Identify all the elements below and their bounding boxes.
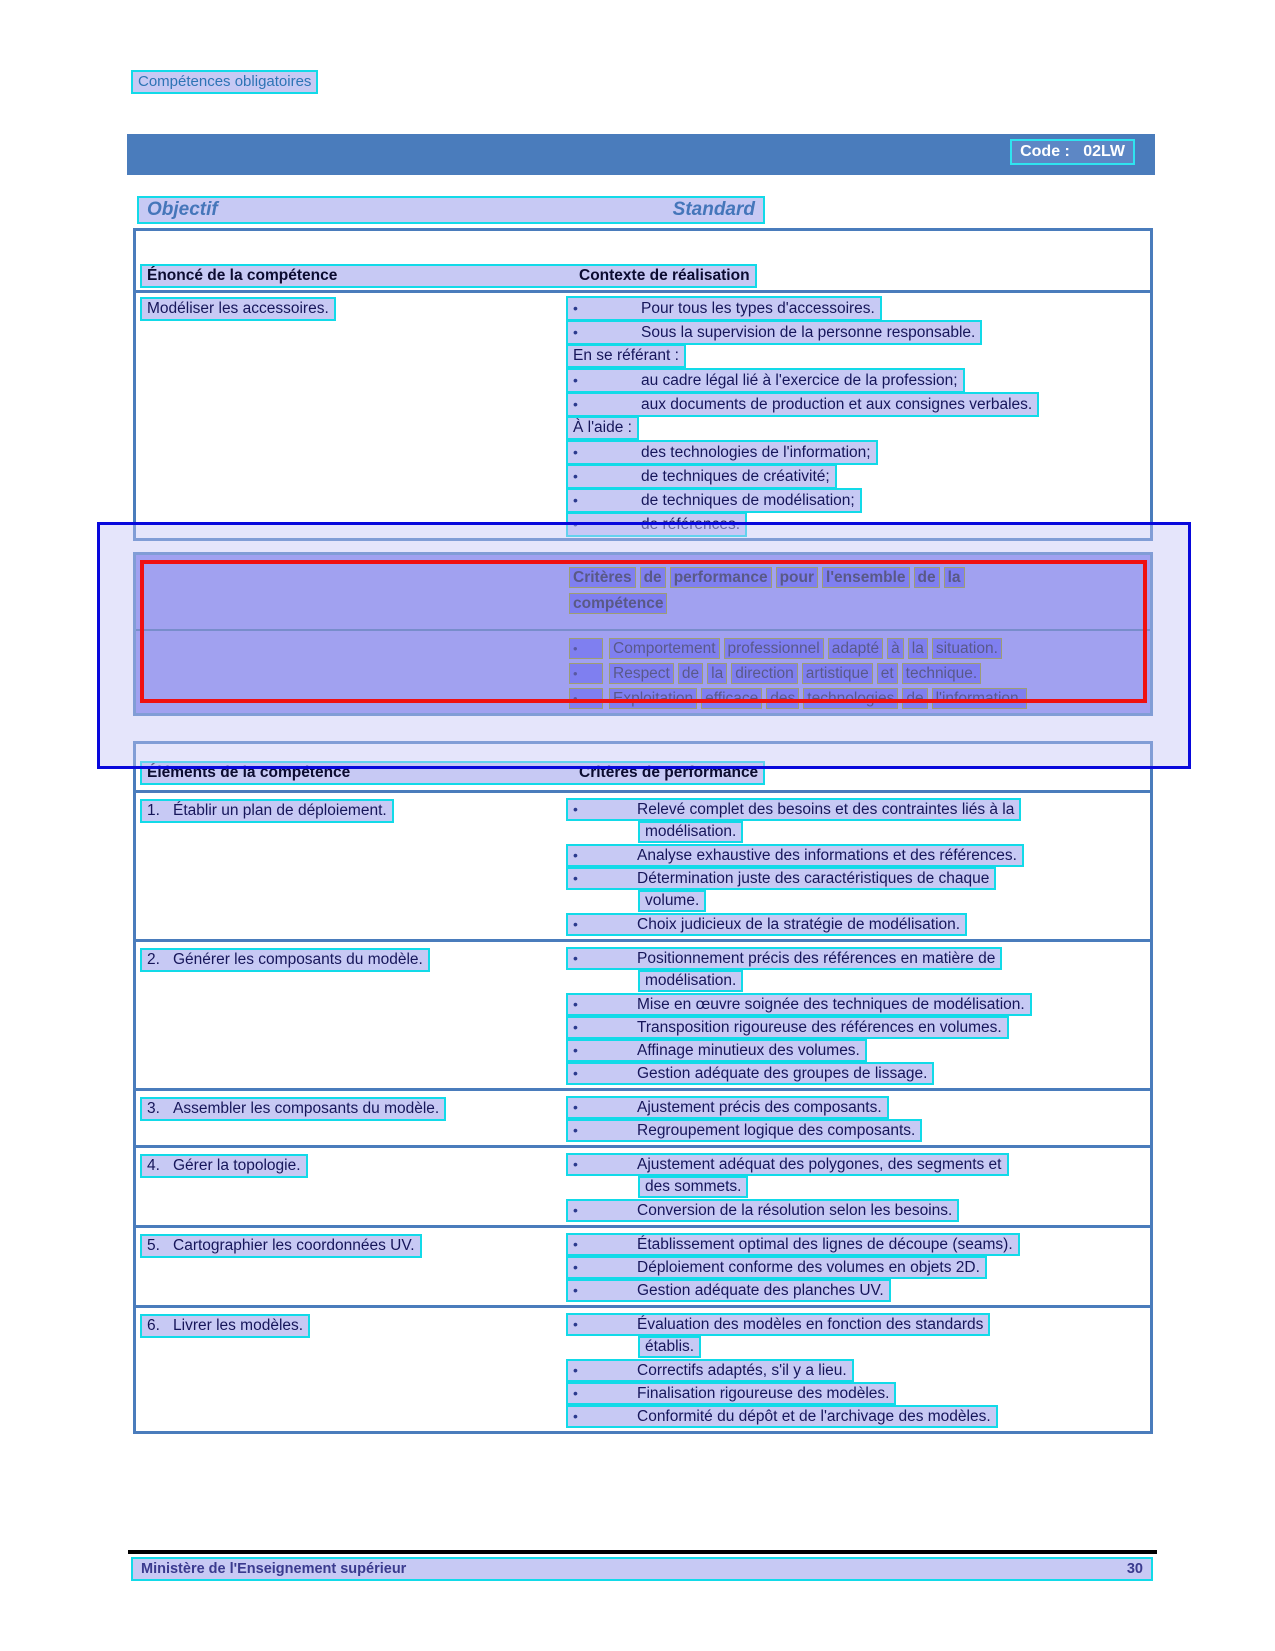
- word-highlight: technologies: [803, 688, 898, 709]
- bullet-line-highlight: [566, 1096, 889, 1119]
- code-badge: Code : 02LW: [1010, 139, 1135, 165]
- bullet-line-highlight: [566, 1382, 896, 1405]
- line-text: Correctifs adaptés, s'il y a lieu.: [637, 1362, 847, 1379]
- word-highlight: efficace: [701, 688, 762, 709]
- element-title: Générer les composants du modèle.: [173, 951, 423, 968]
- bullet-icon: •: [573, 1385, 578, 1401]
- bullet-icon: •: [573, 1259, 578, 1275]
- bullet-icon: •: [573, 516, 578, 532]
- bullet-icon: •: [573, 1316, 578, 1332]
- word-highlight: la: [908, 638, 928, 659]
- standard-label: Standard: [672, 199, 755, 220]
- line-text: volume.: [645, 892, 700, 909]
- bullet-line-highlight: [566, 1233, 1020, 1256]
- element-title-highlight: [140, 799, 394, 823]
- line-text: Finalisation rigoureuse des modèles.: [637, 1385, 890, 1402]
- line-text: Mise en œuvre soignée des techniques de modélisation.: [637, 996, 1025, 1013]
- line-text: de techniques de créativité;: [641, 468, 830, 485]
- text-line: [566, 1119, 1150, 1142]
- text-line: [566, 1233, 1150, 1256]
- bullet-line-highlight: [566, 798, 1021, 821]
- bullet-icon: •: [573, 1042, 578, 1058]
- bullet-icon: •: [573, 300, 578, 316]
- bullet-line-highlight: [566, 1062, 934, 1085]
- bullet-line-highlight: [566, 1039, 867, 1062]
- line-text: Établissement optimal des lignes de découpe (seams).: [637, 1236, 1013, 1253]
- text-line: [638, 1336, 1150, 1359]
- bullet-icon: •: [573, 1362, 578, 1378]
- text-line: [638, 1176, 1150, 1199]
- bullet-line-highlight: [566, 1119, 922, 1142]
- word-highlight: la: [944, 567, 965, 588]
- element-number: 2.: [147, 951, 160, 968]
- criteria-cell: [566, 1096, 1150, 1142]
- text-line: [566, 296, 1150, 320]
- line-text: Sous la supervision de la personne responsable.: [641, 324, 976, 341]
- text-line: [566, 1405, 1150, 1428]
- line-text: Transposition rigoureuse des références en volumes.: [637, 1019, 1002, 1036]
- line-highlight: [638, 1176, 748, 1198]
- table-row: [136, 1145, 1150, 1225]
- text-line: [566, 1096, 1150, 1119]
- text-line: [566, 392, 1150, 416]
- text-line: [566, 867, 1150, 890]
- line-text: modélisation.: [645, 823, 737, 840]
- competence-title: Modéliser les accessoires.: [140, 297, 336, 321]
- line-text: Gestion adéquate des groupes de lissage.: [637, 1065, 928, 1082]
- element-title-highlight: [140, 1314, 310, 1338]
- element-number: 1.: [147, 802, 160, 819]
- line-text: de techniques de modélisation;: [641, 492, 855, 509]
- line-text: Ajustement précis des composants.: [637, 1099, 882, 1116]
- text-line: [566, 1062, 1150, 1085]
- criteria-cell: [566, 947, 1150, 1085]
- word-highlight: Comportement: [609, 638, 720, 659]
- element-title-highlight: [140, 1154, 308, 1178]
- element-cell: [136, 947, 566, 1085]
- word-highlight: des: [766, 688, 799, 709]
- line-text: des sommets.: [645, 1178, 742, 1195]
- footer-ministry: Ministère de l'Enseignement supérieur: [141, 1561, 407, 1577]
- element-cell: [136, 798, 566, 936]
- text-line: [566, 1153, 1150, 1176]
- bullet-icon: •: [573, 396, 578, 412]
- word-highlight: Exploitation: [609, 688, 697, 709]
- bullet-icon: •: [573, 916, 578, 932]
- bullet-icon: •: [573, 950, 578, 966]
- header-criteres: Critères de performance: [579, 764, 759, 781]
- bullet-line-highlight: [566, 1359, 854, 1382]
- element-cell: [136, 1233, 566, 1302]
- bullet-line-highlight: [566, 844, 1024, 867]
- text-line: [566, 1199, 1150, 1222]
- bullet-icon: •: [573, 996, 578, 1012]
- word-highlight: à: [887, 638, 904, 659]
- table-row: [136, 939, 1150, 1088]
- table3-rows: [136, 793, 1150, 1431]
- bullet-icon: •: [573, 372, 578, 388]
- element-title-highlight: [140, 948, 430, 972]
- bullet-line-highlight: [566, 488, 862, 513]
- text-line: [566, 844, 1150, 867]
- word-highlight: artistique: [802, 663, 873, 684]
- table1-header-box: [140, 264, 757, 288]
- table1-body: [136, 293, 1150, 536]
- word-highlight: de: [640, 567, 666, 588]
- header-contexte: Contexte de réalisation: [579, 267, 750, 284]
- element-title-highlight: [140, 1097, 446, 1121]
- text-line: [638, 890, 1150, 913]
- line-text: au cadre légal lié à l'exercice de la profession;: [641, 372, 958, 389]
- text-line: [566, 488, 1150, 512]
- bullet-icon: •: [573, 1065, 578, 1081]
- element-cell: [136, 1153, 566, 1222]
- bullet-icon: •: [573, 801, 578, 817]
- bullet-line-highlight: [566, 464, 837, 489]
- element-number: 4.: [147, 1157, 160, 1174]
- line-highlight: [566, 416, 639, 440]
- bullet-line-highlight: [566, 440, 878, 465]
- element-number: 3.: [147, 1100, 160, 1117]
- line-highlight: [638, 821, 743, 843]
- line-highlight: [638, 970, 743, 992]
- criteria-cell: [566, 1233, 1150, 1302]
- bullet-line-highlight: [566, 867, 996, 890]
- criteria-cell: [566, 1153, 1150, 1222]
- line-text: établis.: [645, 1338, 695, 1355]
- bullet-icon: •: [573, 847, 578, 863]
- bullet-line-highlight: [566, 913, 967, 936]
- word-highlight: et: [877, 663, 898, 684]
- text-line: [566, 440, 1150, 464]
- text-line: [566, 1039, 1150, 1062]
- text-line: [566, 1359, 1150, 1382]
- element-cell: [136, 1096, 566, 1142]
- word-highlight: la: [707, 663, 727, 684]
- line-text: Évaluation des modèles en fonction des standards: [637, 1316, 984, 1333]
- title-banner: [127, 134, 1155, 175]
- line-text: Ajustement adéquat des polygones, des segments et: [637, 1156, 1002, 1173]
- text-line: [566, 1382, 1150, 1405]
- bullet-line-highlight: [566, 296, 882, 321]
- table1-right-cell: [566, 296, 1150, 536]
- bullet-line-highlight: [566, 368, 965, 393]
- red-annotation-box: [140, 560, 1147, 703]
- word-highlight: situation.: [932, 638, 1002, 659]
- word-highlight: Critères: [569, 567, 636, 588]
- line-highlight: [566, 344, 686, 368]
- bullet-line-highlight: [566, 320, 982, 345]
- word-highlight: Respect: [609, 663, 674, 684]
- text-line: [566, 320, 1150, 344]
- word-highlight: professionnel: [724, 638, 824, 659]
- element-number: 5.: [147, 1237, 160, 1254]
- text-line: [566, 798, 1150, 821]
- bullet-line-highlight: [566, 1313, 990, 1336]
- text-line: [566, 913, 1150, 936]
- line-text: Positionnement précis des références en matière de: [637, 950, 996, 967]
- table1-header: [136, 231, 1150, 293]
- bullet-line-highlight: [566, 947, 1002, 970]
- bullet-icon: •: [573, 1019, 578, 1035]
- element-number: 6.: [147, 1317, 160, 1334]
- line-text: Analyse exhaustive des informations et des références.: [637, 847, 1017, 864]
- line-text: Déploiement conforme des volumes en objets 2D.: [637, 1259, 980, 1276]
- text-line: [638, 970, 1150, 993]
- footer-page-number: 30: [1126, 1561, 1143, 1577]
- bullet-line-highlight: [566, 392, 1039, 417]
- objectif-standard-row: [137, 196, 765, 224]
- line-text: de références.: [641, 516, 741, 533]
- header-enonce: Énoncé de la compétence: [147, 267, 338, 284]
- line-text: modélisation.: [645, 972, 737, 989]
- bullet-icon: •: [573, 1122, 578, 1138]
- objectif-label: Objectif: [147, 199, 218, 220]
- element-title-highlight: [140, 1234, 422, 1258]
- line-text: Regroupement logique des composants.: [637, 1122, 916, 1139]
- text-line: [566, 947, 1150, 970]
- word-highlight: pour: [776, 567, 818, 588]
- word-highlight: de: [902, 688, 927, 709]
- bullet-icon: •: [573, 1156, 578, 1172]
- bullet-icon: •: [573, 870, 578, 886]
- element-title: Assembler les composants du modèle.: [173, 1100, 440, 1117]
- line-highlight: [638, 890, 706, 912]
- element-title: Cartographier les coordonnées UV.: [173, 1237, 415, 1254]
- text-line: [566, 1313, 1150, 1336]
- line-text: Conversion de la résolution selon les besoins.: [637, 1202, 953, 1219]
- line-highlight: [638, 1336, 701, 1358]
- line-text: Relevé complet des besoins et des contraintes liés à la: [637, 801, 1015, 818]
- table-row: [136, 1088, 1150, 1145]
- bullet-icon: •: [573, 324, 578, 340]
- line-text: Gestion adéquate des planches UV.: [637, 1282, 884, 1299]
- header-elements: Éléments de la compétence: [147, 764, 351, 781]
- line-text: En se référant :: [573, 347, 679, 364]
- section-label: [131, 70, 318, 94]
- text-line: [566, 993, 1150, 1016]
- section-label-text: Compétences obligatoires: [131, 70, 318, 94]
- bullet-line-highlight: [566, 1199, 959, 1222]
- text-line: [566, 464, 1150, 488]
- criteria-cell: [566, 798, 1150, 936]
- word-highlight: compétence: [569, 593, 667, 614]
- text-line: [566, 1016, 1150, 1039]
- bullet-line-highlight: [566, 1405, 998, 1428]
- line-text: Pour tous les types d'accessoires.: [641, 300, 875, 317]
- word-highlight: de: [678, 663, 703, 684]
- word-highlight: l'ensemble: [822, 567, 910, 588]
- criteria-cell: [566, 1313, 1150, 1428]
- bullet-icon: •: [573, 1408, 578, 1424]
- bullet-icon: •: [569, 663, 603, 684]
- text-line: [566, 1256, 1150, 1279]
- bullet-icon: •: [573, 468, 578, 484]
- bullet-icon: •: [573, 1099, 578, 1115]
- bullet-icon: •: [573, 444, 578, 460]
- word-highlight: de: [914, 567, 940, 588]
- line-text: aux documents de production et aux consignes verbales.: [641, 396, 1033, 413]
- word-highlight: adapté: [828, 638, 883, 659]
- element-title: Établir un plan de déploiement.: [173, 802, 387, 819]
- line-text: Détermination juste des caractéristiques de chaque: [637, 870, 990, 887]
- word-highlight: technique.: [902, 663, 982, 684]
- line-text: des technologies de l'information;: [641, 444, 871, 461]
- text-line: [566, 416, 1150, 440]
- bullet-icon: •: [573, 1236, 578, 1252]
- footer: [131, 1557, 1153, 1581]
- text-line: [566, 1279, 1150, 1302]
- table-row: [136, 1305, 1150, 1431]
- table-enonce-contexte: [133, 228, 1153, 541]
- bullet-icon: •: [573, 1282, 578, 1298]
- word-highlight: l'information.: [932, 688, 1027, 709]
- bullet-icon: •: [569, 688, 603, 709]
- text-line: [638, 821, 1150, 844]
- line-text: À l'aide :: [573, 419, 632, 436]
- line-text: Affinage minutieux des volumes.: [637, 1042, 860, 1059]
- word-highlight: direction: [731, 663, 798, 684]
- bullet-icon: •: [573, 492, 578, 508]
- line-text: Conformité du dépôt et de l'archivage des modèles.: [637, 1408, 991, 1425]
- bullet-line-highlight: [566, 1016, 1009, 1039]
- footer-rule: [128, 1550, 1157, 1554]
- element-title: Livrer les modèles.: [173, 1317, 304, 1334]
- bullet-line-highlight: [566, 1153, 1009, 1176]
- text-line: [566, 344, 1150, 368]
- table1-left-cell: [136, 296, 566, 536]
- element-title: Gérer la topologie.: [173, 1157, 301, 1174]
- bullet-icon: •: [573, 1202, 578, 1218]
- table-row: [136, 793, 1150, 939]
- table-elements-criteres: [133, 741, 1153, 1434]
- table-row: [136, 1225, 1150, 1305]
- text-line: [566, 368, 1150, 392]
- line-text: Choix judicieux de la stratégie de modélisation.: [637, 916, 961, 933]
- bullet-line-highlight: [566, 993, 1032, 1016]
- word-highlight: performance: [670, 567, 772, 588]
- bullet-line-highlight: [566, 1279, 891, 1302]
- bullet-icon: •: [569, 638, 603, 659]
- element-cell: [136, 1313, 566, 1428]
- bullet-line-highlight: [566, 1256, 987, 1279]
